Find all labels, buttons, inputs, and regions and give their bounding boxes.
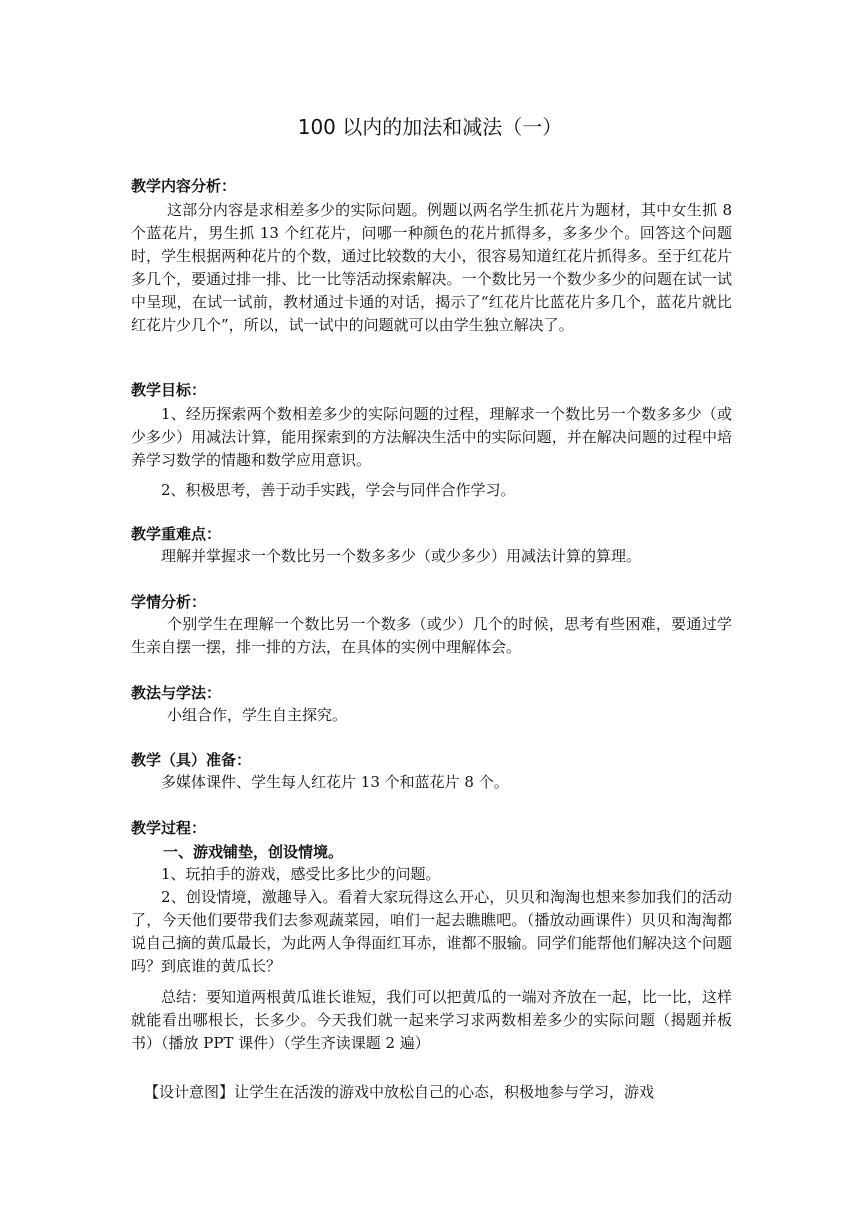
heading-preparation: 教学（具）准备： (131, 751, 252, 769)
goals-item-1: 1、经历探索两个数相差多少的实际问题的过程，理解求一个数比另一个数多多少（或少多少）用减法计算，能用探索到的方法解决生活中的实际问题，并在解决问题的过程中培养学习数学的情趣和数学应用意识。 (131, 405, 732, 469)
heading-learner-analysis: 学情分析： (131, 593, 207, 611)
design-intent-text: 【设计意图】让学生在活泼的游戏中放松自己的心态，积极地参与学习，游戏 (144, 1083, 655, 1101)
learner-analysis-text: 个别学生在理解一个数比另一个数多（或少）几个的时候，思考有些困难，要通过学生亲自摆一摆，排一排的方法，在具体的实例中理解体会。 (131, 615, 732, 656)
heading-methods: 教法与学法： (131, 684, 222, 702)
content-analysis-text: 这部分内容是求相差多少的实际问题。例题以两名学生抓花片为题材，其中女生抓 8 个蓝花片，男生抓 13 个红花片，问哪一种颜色的花片抓得多，多多少个。回答这个问题时，学生根据两种花片的个数，通过比较数的大小，很容易知道红花片抓得多。至于红花片多几个，要通过排一排、比一比等活动探索解决。一个数比另一个数少多少的问题在试一试中呈现，在试一试前，教材通过卡通的对话，揭示了“红花片比蓝花片多几个，蓝花片就比红花片少几个”，所以，试一试中的问题就可以由学生独立解决了。 (131, 201, 732, 334)
key-points-text: 理解并掌握求一个数比另一个数多多少（或少多少）用减法计算的算理。 (161, 547, 642, 565)
heading-key-points: 教学重难点： (131, 525, 222, 543)
process-summary: 总结：要知道两根黄瓜谁长谁短，我们可以把黄瓜的一端对齐放在一起，比一比，这样就能看出哪根长，长多少。今天我们就一起来学习求两数相差多少的实际问题（揭题并板书）（播放 PPT 课件）（学生齐读课题 2 遍） (131, 988, 732, 1052)
goals-item-2: 2、积极思考，善于动手实践，学会与同伴合作学习。 (161, 481, 516, 499)
process-item-2: 2、创设情境，激趣导入。看着大家玩得这么开心，贝贝和淘淘也想来参加我们的活动了，今天他们要带我们去参观蔬菜园，咱们一起去瞧瞧吧。（播放动画课件）贝贝和淘淘都说自己摘的黄瓜最长，为此两人争得面红耳赤，谁都不服输。同学们能帮他们解决这个问题吗？到底谁的黄瓜长？ (131, 888, 732, 975)
process-item-1: 1、玩拍手的游戏，感受比多比少的问题。 (161, 865, 441, 883)
heading-process: 教学过程： (131, 819, 207, 837)
page-title: 100 以内的加法和减法（一） (297, 115, 563, 139)
preparation-text: 多媒体课件、学生每人红花片 13 个和蓝花片 8 个。 (161, 773, 509, 791)
process-subheading-1: 一、游戏铺垫，创设情境。 (163, 843, 344, 861)
heading-goals: 教学目标： (131, 381, 207, 399)
heading-content-analysis: 教学内容分析： (131, 177, 237, 195)
methods-text: 小组合作，学生自主探究。 (167, 706, 348, 724)
